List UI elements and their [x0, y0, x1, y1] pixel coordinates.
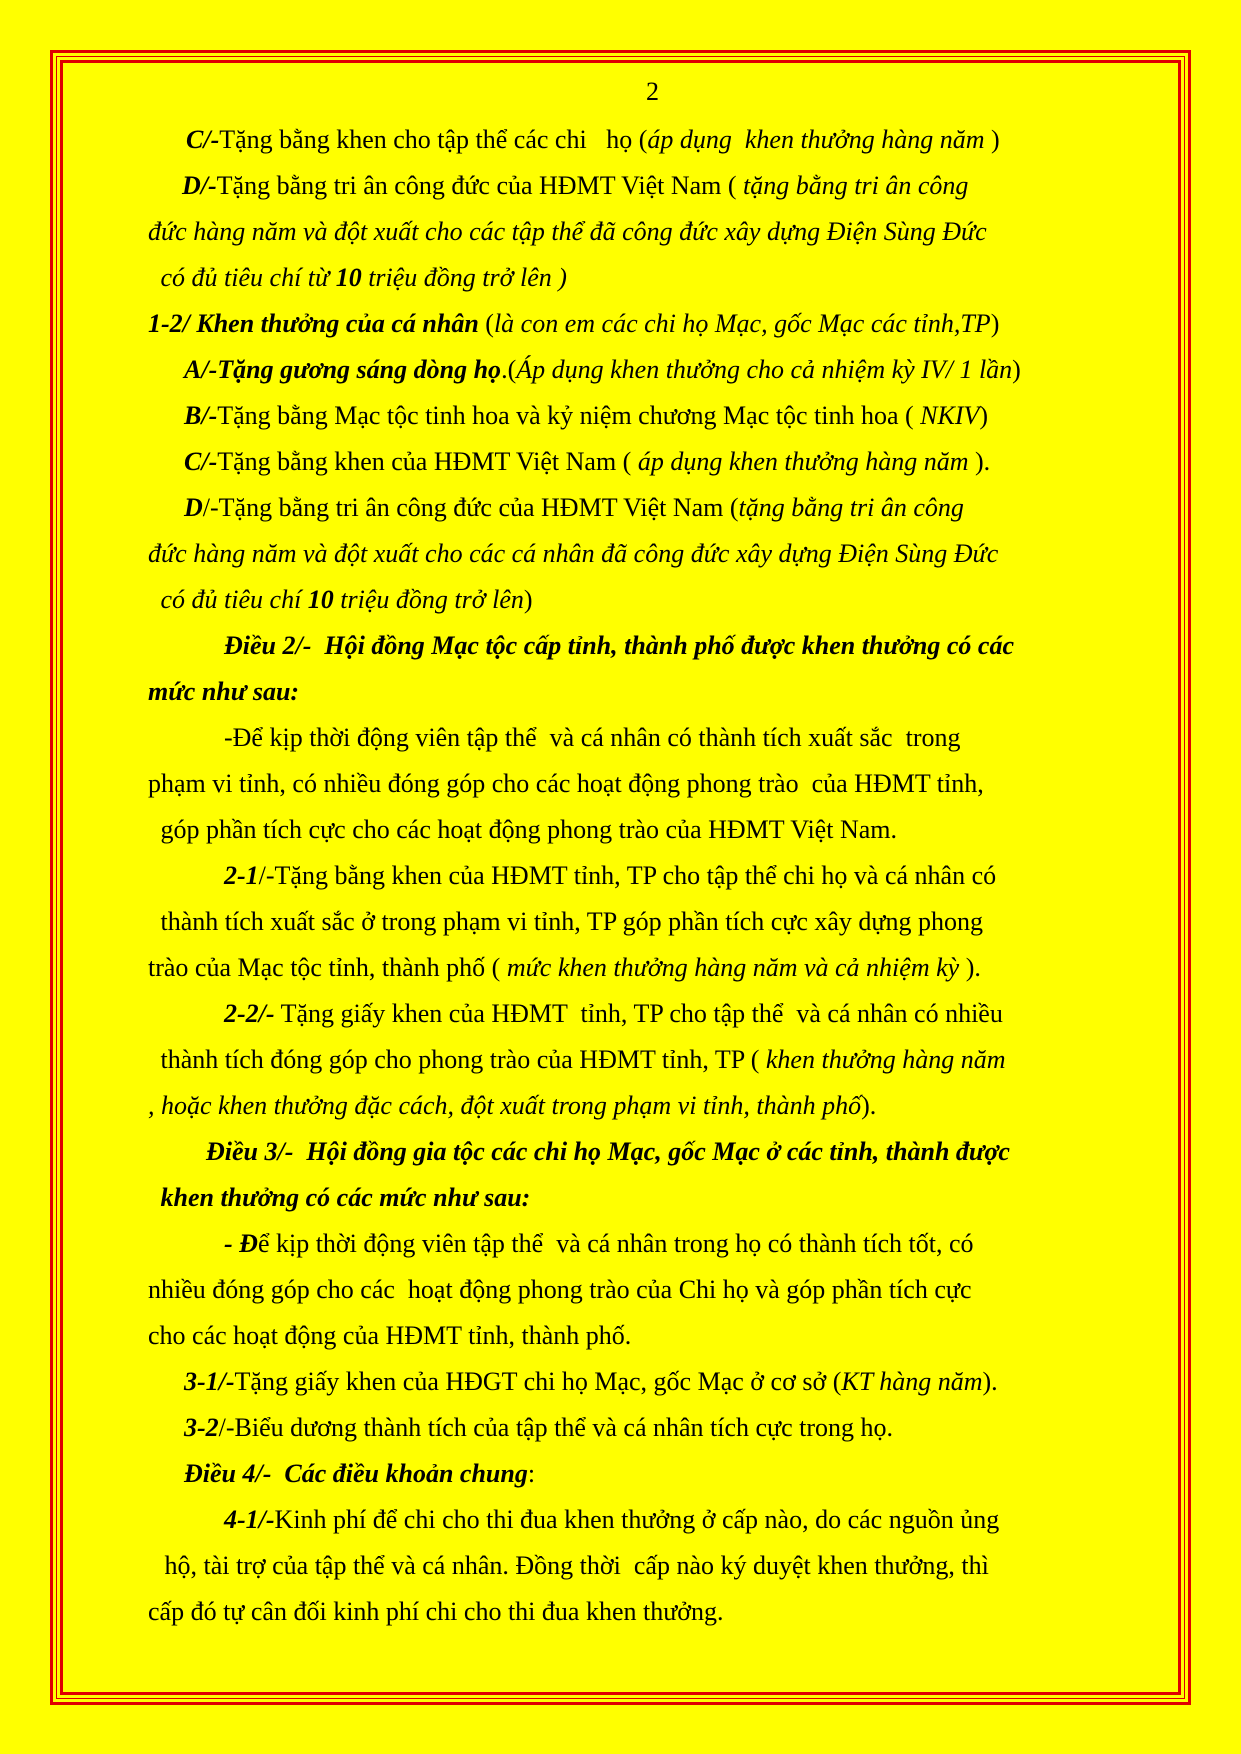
text-line [154, 906, 983, 938]
text-segment: 1-2/ Khen thưởng của cá nhân [148, 309, 479, 338]
text-segment: Áp dụng khen thưởng cho cả nhiệm kỳ IV/ 1 lần [516, 355, 1013, 384]
text-line [224, 998, 1003, 1030]
text-segment: 4-1/- [224, 1505, 275, 1534]
text-segment: 2-1 [224, 861, 259, 890]
text-segment: Tặng bằng khen cho tập thể các chi họ ( [219, 125, 648, 154]
text-line [148, 1090, 876, 1122]
text-segment: Tặng bằng khen của HĐMT Việt Nam ( [217, 447, 638, 476]
text-segment: - Đ [224, 1229, 258, 1258]
text-line [148, 768, 984, 800]
text-segment: ) [991, 125, 1000, 154]
text-segment: áp dụng khen thưởng hàng năm [637, 447, 975, 476]
text-segment: thành tích đóng góp cho phong trào của HĐMT tỉnh, TP ( [154, 1045, 766, 1074]
text-segment: 10 [307, 585, 334, 614]
text-line [158, 1550, 989, 1582]
text-segment: triệu đồng trở lên ) [361, 263, 567, 292]
text-segment: ) [523, 585, 533, 614]
text-line [148, 538, 998, 570]
text-segment: ) [979, 401, 989, 430]
text-line [148, 216, 987, 248]
text-segment: 3-2 [184, 1413, 219, 1442]
text-segment: phạm vi tỉnh, có nhiều đóng góp cho các hoạt động phong trào của HĐMT tỉnh, [148, 769, 984, 798]
text-segment: .( [501, 355, 517, 384]
text-segment: áp dụng khen thưởng hàng năm [647, 125, 991, 154]
text-segment: mức như sau: [148, 677, 300, 706]
text-line [154, 1182, 530, 1214]
text-line [224, 722, 960, 754]
text-segment: D [184, 493, 203, 522]
text-segment: /-Tặng bằng khen của HĐMT tỉnh, TP cho tập thể chi họ và cá nhân có [258, 861, 997, 890]
text-segment: Tặng giấy khen của HĐMT tỉnh, TP cho tập thể và cá nhân có nhiều [274, 999, 1003, 1028]
text-line [154, 1044, 1006, 1076]
text-segment: hộ, tài trợ của tập thể và cá nhân. Đồng thời cấp nào ký duyệt khen thưởng, thì [158, 1551, 989, 1580]
text-segment: ể kịp thời động viên tập thể và cá nhân trong họ có thành tích tốt, có [257, 1229, 974, 1258]
text-line [206, 1136, 1010, 1168]
text-segment: ). [861, 1091, 877, 1120]
text-segment: Điều 2/- Hội đồng Mạc tộc cấp tỉnh, thành phố được khen thưởng có các [224, 631, 1015, 660]
text-line [184, 400, 988, 432]
text-segment: có đủ tiêu chí [154, 585, 308, 614]
text-segment: đức hàng năm và đột xuất cho các cá nhân đã công đức xây dựng Điện Sùng Đức [148, 539, 999, 568]
text-segment: -Để kịp thời động viên tập thể và cá nhân có thành tích xuất sắc trong [224, 723, 961, 752]
text-line [184, 446, 990, 478]
text-line [148, 676, 299, 708]
text-line [224, 860, 996, 892]
text-line [224, 1504, 999, 1536]
text-line [224, 1228, 974, 1260]
text-segment: 3-1/- [184, 1367, 235, 1396]
text-line [184, 492, 964, 524]
text-segment: tặng bằng tri ân công [738, 493, 964, 522]
text-segment: góp phần tích cực cho các hoạt động phong trào của HĐMT Việt Nam. [154, 815, 897, 844]
text-segment: triệu đồng trở lên [333, 585, 524, 614]
text-line [148, 952, 981, 984]
text-segment: ) [990, 309, 1000, 338]
text-segment: cấp đó tự cân đối kinh phí chi cho thi đua khen thưởng. [148, 1597, 724, 1626]
text-segment: C/- [184, 447, 218, 476]
text-segment: ) [1012, 355, 1021, 384]
text-segment: đức hàng năm và đột xuất cho các tập thể đã công đức xây dựng Điện Sùng Đức [148, 217, 987, 246]
text-segment: 10 [335, 263, 362, 292]
text-segment: ). [965, 953, 981, 982]
text-segment: Tặng giấy khen của HĐGT chi họ Mạc, gốc Mạc ở cơ sở ( [234, 1367, 842, 1396]
text-segment: Điều 3/- Hội đồng gia tộc các chi họ Mạc, gốc Mạc ở các tỉnh, thành được [206, 1137, 1010, 1166]
text-segment: : [527, 1459, 536, 1488]
text-segment: nhiều đóng góp cho các hoạt động phong trào của Chi họ và góp phần tích cực [148, 1275, 972, 1304]
text-line [148, 1596, 724, 1628]
text-line [184, 1412, 893, 1444]
text-segment: thành tích xuất sắc ở trong phạm vi tỉnh, TP góp phần tích cực xây dựng phong [154, 907, 984, 936]
text-segment: trào của Mạc tộc tỉnh, thành phố ( [148, 953, 507, 982]
text-line [186, 124, 1000, 156]
text-segment: Kinh phí để chi cho thi đua khen thưởng ở cấp nào, do các nguồn ủng [274, 1505, 1000, 1534]
text-segment: ( [478, 309, 494, 338]
text-segment: tặng bằng tri ân công [743, 171, 969, 200]
text-segment: ). [982, 1367, 998, 1396]
text-line [154, 584, 533, 616]
text-line [184, 1366, 998, 1398]
text-segment: Tặng bằng tri ân công đức của HĐMT Việt Nam ( [216, 171, 744, 200]
text-segment: B/- [184, 401, 218, 430]
text-segment: mức khen thưởng hàng năm và cả nhiệm kỳ [506, 953, 966, 982]
text-segment: /-Tặng bằng tri ân công đức của HĐMT Việt Nam ( [202, 493, 739, 522]
text-line [184, 1458, 535, 1490]
text-segment: có đủ tiêu chí từ [154, 263, 336, 292]
text-segment: /-Biểu dương thành tích của tập thể và cá nhân tích cực trong họ. [218, 1413, 894, 1442]
text-segment: Điều 4/- Các điều khoản chung [184, 1459, 528, 1488]
text-segment: là con em các chi họ Mạc, gốc Mạc các tỉnh,TP [493, 309, 991, 338]
text-segment: Tặng bằng Mạc tộc tinh hoa và kỷ niệm chương Mạc tộc tinh hoa ( [217, 401, 921, 430]
text-segment: D/- [182, 171, 217, 200]
text-line [148, 1320, 631, 1352]
text-line [224, 630, 1014, 662]
text-line [148, 1274, 972, 1306]
text-segment: KT hàng năm [841, 1367, 983, 1396]
text-segment: , hoặc khen thưởng đặc cách, đột xuất trong phạm vi tỉnh, thành phố [148, 1091, 862, 1120]
text-segment: NKIV [920, 401, 980, 430]
text-segment: ). [974, 447, 991, 476]
text-segment: khen thưởng có các mức như sau: [154, 1183, 531, 1212]
text-line [184, 354, 1021, 386]
text-segment: 2-2/- [224, 999, 275, 1028]
text-segment: khen thưởng hàng năm [765, 1045, 1006, 1074]
text-line [148, 308, 999, 340]
text-line [154, 262, 567, 294]
text-line [154, 814, 897, 846]
text-segment: cho các hoạt động của HĐMT tỉnh, thành phố. [148, 1321, 632, 1350]
text-segment: A/-Tặng gương sáng dòng họ [184, 355, 502, 384]
page-number: 2 [646, 77, 659, 106]
text-segment: C/- [186, 125, 220, 154]
text-line [182, 170, 968, 202]
